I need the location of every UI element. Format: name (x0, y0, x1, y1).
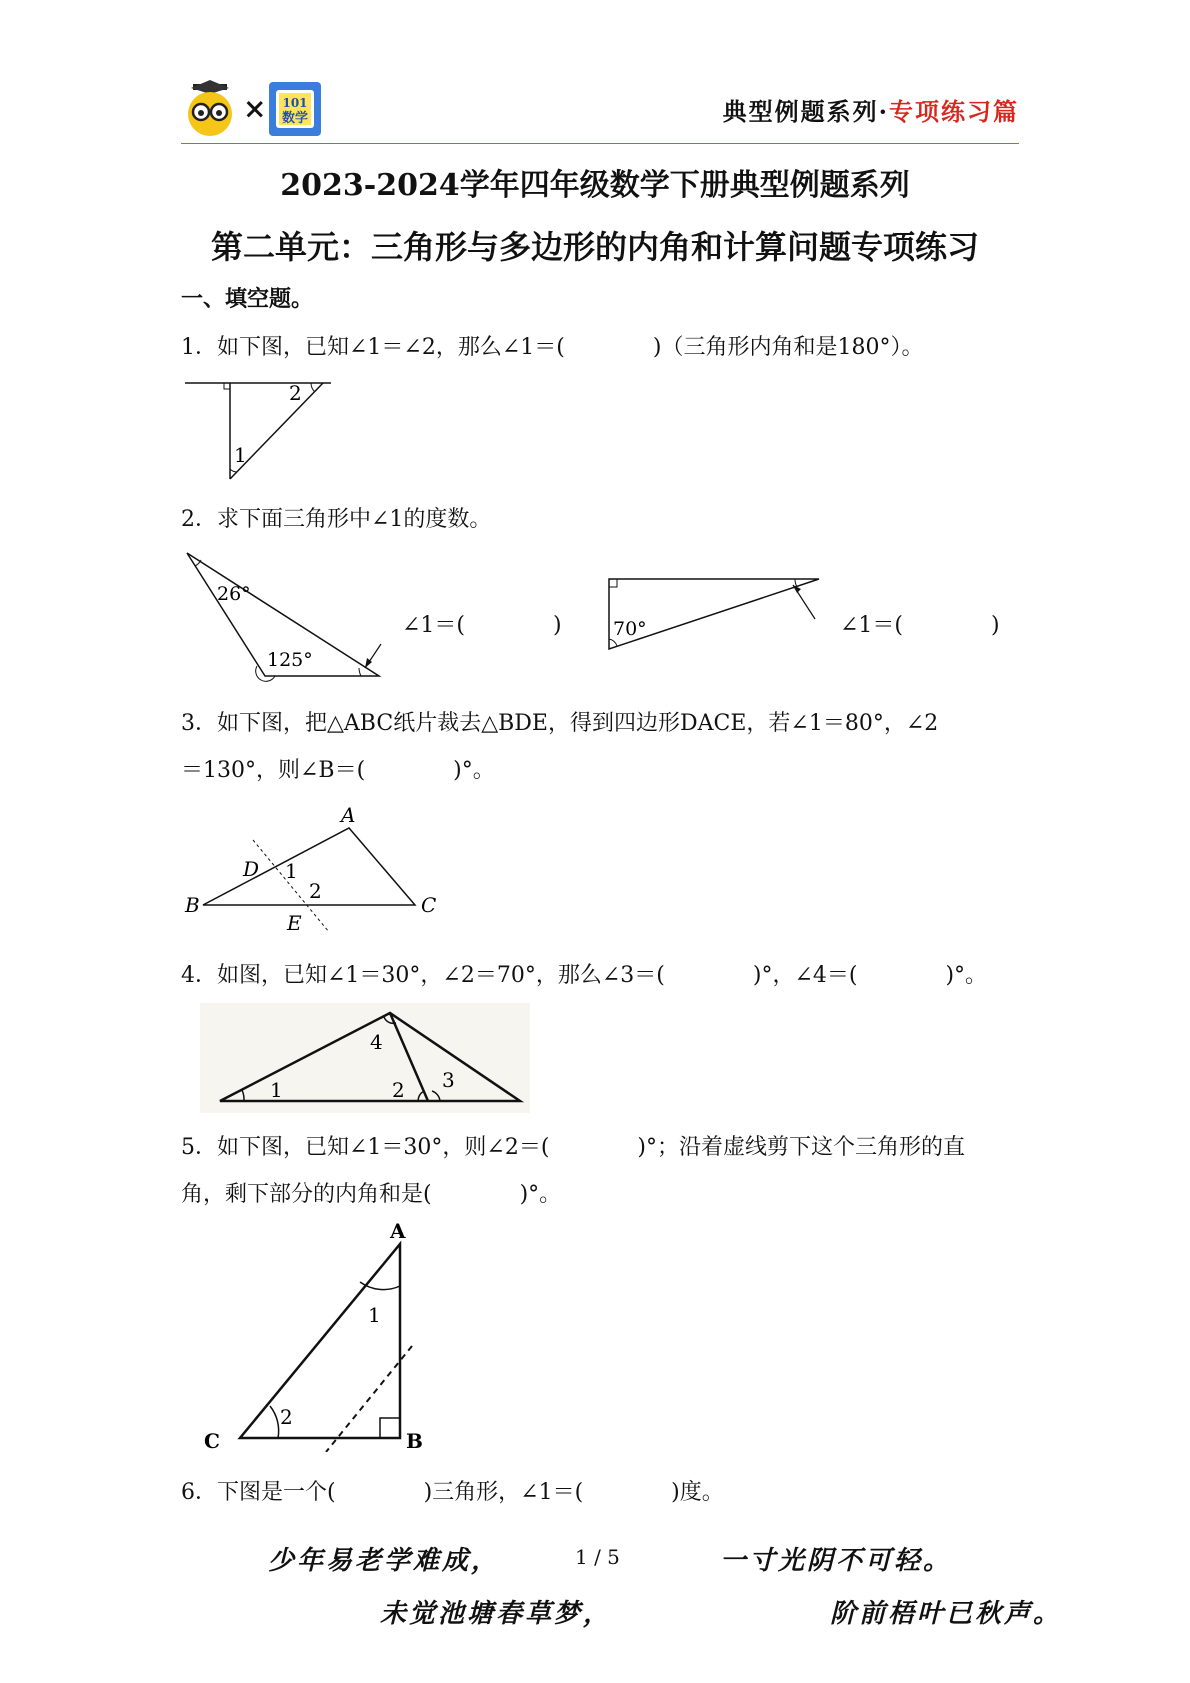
fig2a-angle-26: 26° (217, 583, 251, 605)
figure-2b (605, 575, 825, 655)
section-heading: 一、填空题。 (181, 286, 314, 312)
fig3-D: D (243, 857, 260, 881)
footer-poem-2: 一寸光阴不可轻。 (720, 1546, 953, 1576)
fig3-label-1: 1 (285, 859, 298, 883)
figure-2a (181, 548, 391, 683)
fig4-label-3: 3 (442, 1068, 455, 1092)
fig1-label-1: 1 (234, 443, 247, 467)
figure-4 (200, 1003, 530, 1113)
fig5-label-2: 2 (280, 1405, 293, 1429)
fig1-label-2: 2 (289, 381, 302, 405)
fig2a-angle-125: 125° (267, 649, 313, 671)
fig3-B: B (185, 893, 200, 917)
fig4-label-1: 1 (270, 1078, 283, 1102)
fig4-label-2: 2 (392, 1078, 405, 1102)
figure-5 (200, 1222, 440, 1452)
fig5-C: C (204, 1429, 220, 1452)
question-6: 6．下图是一个( )三角形，∠1＝( )度。 (181, 1480, 724, 1505)
footer-poem-1: 少年易老学难成， (268, 1546, 501, 1576)
svg-text:数学: 数学 (281, 111, 309, 126)
fig5-B: B (406, 1429, 423, 1452)
fig5-A: A (390, 1222, 406, 1243)
page-title: 2023-2024学年四年级数学下册典型例题系列 (280, 168, 910, 203)
series-title (723, 92, 1019, 127)
question-3-line1: 3．如下图，把△ABC纸片裁去△BDE，得到四边形DACE，若∠1＝80°，∠2 (181, 711, 939, 736)
series-red: 专项练习篇 (889, 97, 1019, 126)
svg-text:101: 101 (282, 96, 308, 110)
question-2b-answer: ∠1＝( ) (840, 613, 1000, 638)
owl-logo-icon (185, 80, 235, 138)
figure-3 (181, 800, 451, 935)
question-5-line1: 5．如下图，已知∠1＝30°，则∠2＝( )°；沿着虚线剪下这个三角形的直 (181, 1135, 966, 1160)
series-black: 典型例题系列· (722, 97, 889, 126)
fig5-label-1: 1 (368, 1303, 381, 1327)
footer-poem-3: 未觉池塘春草梦， (380, 1599, 613, 1629)
book-icon (269, 82, 321, 136)
fig3-C: C (421, 893, 437, 917)
fig4-label-4: 4 (370, 1030, 383, 1054)
math-101-logo (269, 82, 321, 136)
times-sign: × (243, 92, 267, 125)
question-2: 2．求下面三角形中∠1的度数。 (181, 507, 492, 532)
figure-1 (181, 375, 341, 485)
question-3-line2: ＝130°，则∠B＝( )°。 (181, 758, 495, 783)
question-1: 1．如下图，已知∠1＝∠2，那么∠1＝( )（三角形内角和是180°）。 (181, 335, 924, 360)
fig3-label-2: 2 (309, 879, 322, 903)
fig3-E: E (287, 911, 302, 935)
question-5-line2: 角，剩下部分的内角和是( )°。 (181, 1182, 562, 1207)
header-divider (181, 143, 1019, 144)
page-subtitle: 第二单元：三角形与多边形的内角和计算问题专项练习 (210, 228, 979, 266)
page-number: 1 / 5 (575, 1545, 620, 1569)
question-4: 4．如图，已知∠1＝30°，∠2＝70°，那么∠3＝( )°，∠4＝( )°。 (181, 963, 988, 988)
header (181, 80, 1019, 140)
fig3-A: A (341, 803, 356, 827)
fig2b-angle-70: 70° (613, 618, 647, 640)
question-2a-answer: ∠1＝( ) (402, 613, 562, 638)
footer-poem-4: 阶前梧叶已秋声。 (830, 1599, 1063, 1629)
